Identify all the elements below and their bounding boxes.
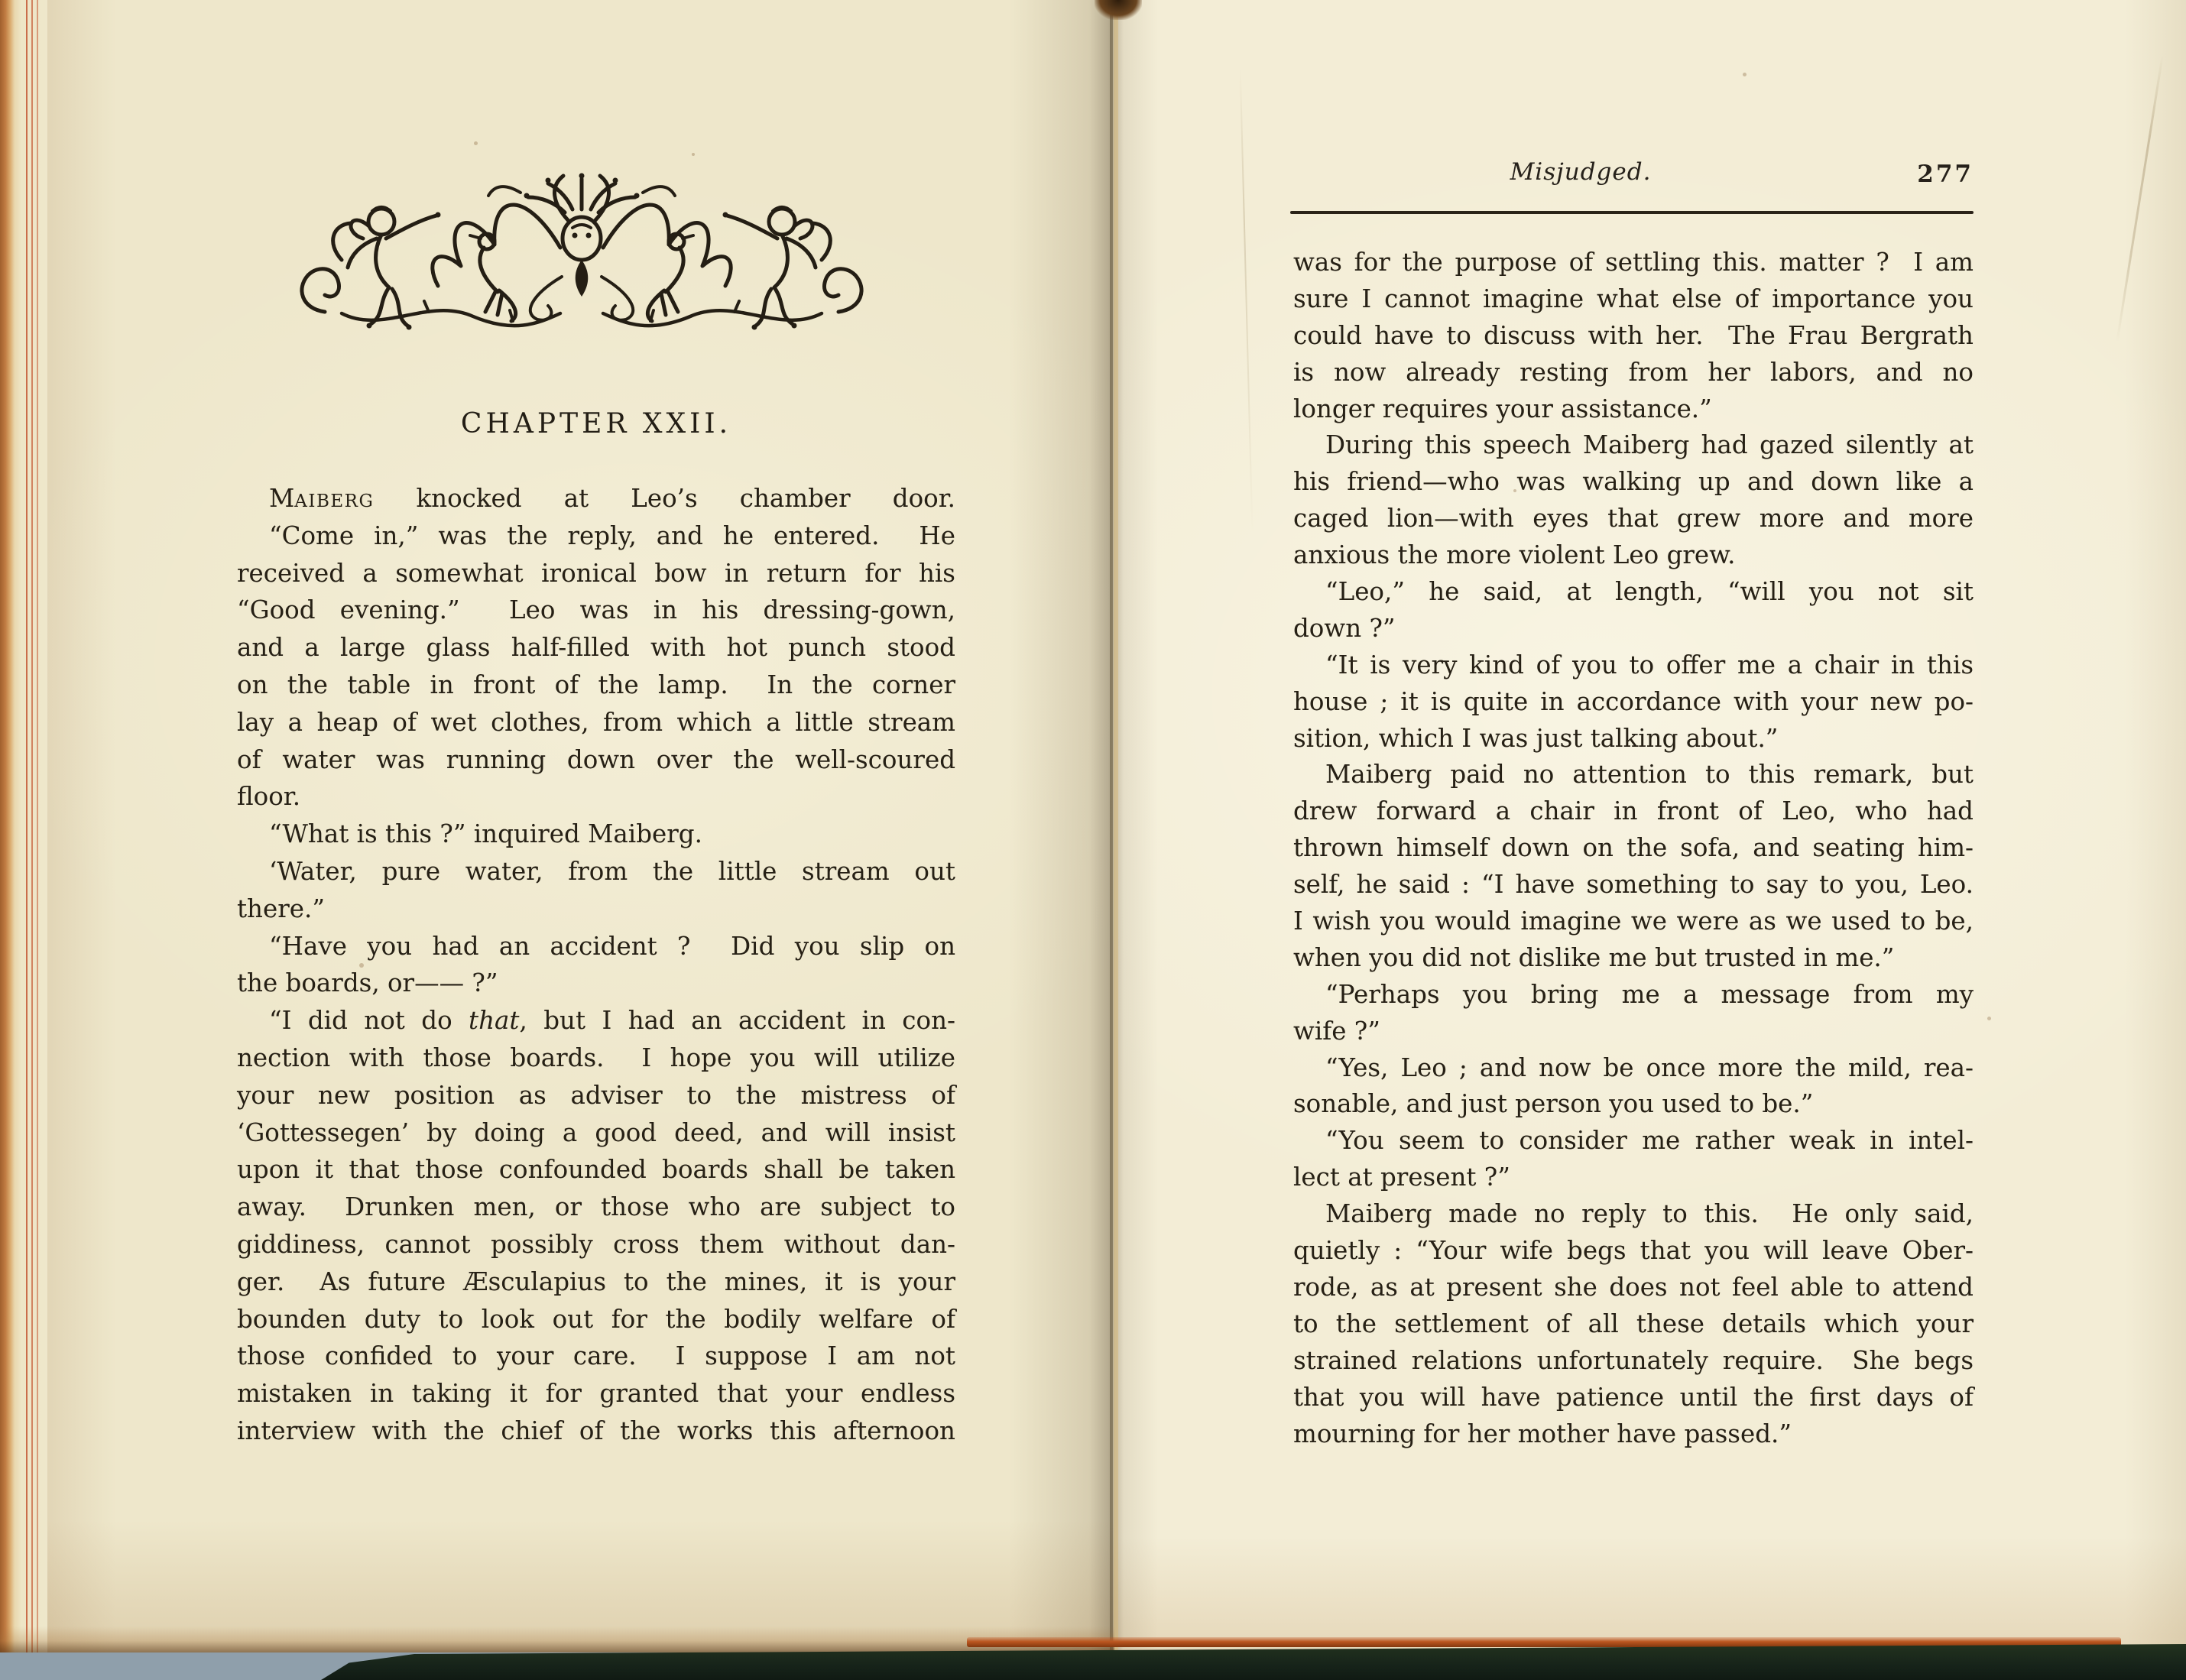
text-line: caged lion—with eyes that grew more and more	[1293, 504, 1974, 534]
text-line: nection with those boards. I hope you will utilize	[237, 1043, 955, 1072]
foxing-speck	[1987, 1017, 1991, 1020]
text-line: mistaken in taking it for granted that your endless	[237, 1379, 955, 1409]
text-line: down ?”	[1293, 613, 1396, 643]
text-line: your new position as adviser to the mistress of	[237, 1080, 955, 1110]
text-line: floor.	[237, 782, 301, 812]
text-line: to the settlement of all these details which your	[1293, 1309, 1974, 1338]
text-line: those confided to your care. I suppose I am not	[237, 1341, 955, 1371]
text-line: interview with the chief of the works this afternoon	[237, 1416, 955, 1445]
text-line: “What is this ?” inquired Maiberg.	[269, 819, 702, 849]
page-bottom-edge	[0, 1626, 1114, 1652]
text-line: “Leo,” he said, at length, “will you not sit	[1325, 577, 1974, 607]
left-page-text	[237, 480, 955, 1450]
text-line: ger. As future Æsculapius to the mines, it is your	[237, 1266, 955, 1296]
foxing-speck	[359, 963, 364, 968]
text-line: ‘Gottessegen’ by doing a good deed, and will insist	[237, 1117, 955, 1147]
text-line: “I did not do that, but I had an accident in con-	[269, 1006, 955, 1036]
foxing-speck	[474, 141, 478, 145]
text-line: was for the purpose of settling this. matter ? I am	[1293, 248, 1974, 277]
text-line: anxious the more violent Leo grew.	[1293, 540, 1736, 570]
header-rule	[1290, 211, 1974, 214]
text-line: mourning for her mother have passed.”	[1293, 1419, 1792, 1448]
text-line: that you will have patience until the first days of	[1293, 1382, 1974, 1412]
gutter-page-edge	[1114, 0, 1118, 1652]
text-line: his friend—who was walking up and down like a	[1293, 467, 1974, 497]
text-line: During this speech Maiberg had gazed silently at	[1325, 430, 1974, 460]
text-line: longer requires your assistance.”	[1293, 394, 1712, 423]
text-line: I wish you would imagine we were as we used to be,	[1293, 906, 1974, 936]
text-line: and a large glass half-filled with hot punch stood	[237, 633, 955, 663]
page-number: 277	[1917, 161, 1974, 188]
text-line: sition, which I was just talking about.”	[1293, 723, 1779, 753]
page-edge-line	[26, 0, 28, 1652]
text-line: Maiberg knocked at Leo’s chamber door.	[269, 484, 955, 513]
text-line: “Come in,” was the reply, and he entered. He	[269, 521, 955, 550]
text-line: Maiberg paid no attention to this remark, but	[1325, 760, 1974, 790]
text-line: strained relations unfortunately require. She begs	[1293, 1345, 1974, 1375]
text-line: ‘Water, pure water, from the little stream out	[269, 856, 955, 886]
text-line: away. Drunken men, or those who are subject to	[237, 1192, 955, 1222]
text-line: drew forward a chair in front of Leo, who had	[1293, 796, 1974, 826]
running-header: Misjudged.	[1510, 158, 1652, 186]
text-line: “Yes, Leo ; and now be once more the mild, rea-	[1325, 1052, 1974, 1082]
text-line: sure I cannot imagine what else of importance you	[1293, 284, 1974, 313]
text-line: on the table in front of the lamp. In the corner	[237, 670, 955, 699]
text-line: there.”	[237, 894, 325, 923]
text-line: upon it that those confounded boards shall be taken	[237, 1155, 955, 1185]
text-line: the boards, or—— ?”	[237, 968, 498, 998]
text-line: quietly : “Your wife begs that you will leave Ober-	[1293, 1236, 1974, 1266]
text-line: giddiness, cannot possibly cross them without dan-	[237, 1229, 955, 1259]
chapter-ornament-image	[264, 162, 900, 335]
right-page-text	[1293, 245, 1974, 1452]
text-line: “You seem to consider me rather weak in intel-	[1325, 1126, 1974, 1156]
text-line: “Have you had an accident ? Did you slip on	[269, 931, 955, 961]
text-line: “It is very kind of you to offer me a chair in this	[1325, 650, 1974, 679]
text-line: self, he said : “I have something to say to you, Leo.	[1293, 870, 1974, 900]
text-line: Maiberg made no reply to this. He only said,	[1325, 1199, 1974, 1229]
text-line: when you did not dislike me but trusted in me.”	[1293, 942, 1895, 972]
gutter-top-notch	[1095, 0, 1142, 20]
text-line: house ; it is quite in accordance with your new po-	[1293, 686, 1974, 716]
text-line: sonable, and just person you used to be.”	[1293, 1089, 1814, 1119]
text-line: rode, as at present she does not feel able to attend	[1293, 1272, 1974, 1302]
text-line: wife ?”	[1293, 1016, 1380, 1046]
page-edge-line	[37, 0, 38, 1652]
text-line: “Good evening.” Leo was in his dressing-gown,	[237, 595, 955, 625]
chapter-heading: CHAPTER XXII.	[460, 408, 732, 439]
text-line: lay a heap of wet clothes, from which a little stream	[237, 707, 955, 737]
page-edge-line	[31, 0, 33, 1652]
foxing-speck	[1743, 73, 1747, 76]
text-line: is now already resting from her labors, and no	[1293, 357, 1974, 387]
text-line: lect at present ?”	[1293, 1163, 1510, 1192]
text-line: could have to discuss with her. The Frau Bergrath	[1293, 320, 1974, 350]
text-line: bounden duty to look out for the bodily welfare of	[237, 1304, 955, 1334]
foxing-speck	[1513, 489, 1516, 492]
text-line: received a somewhat ironical bow in return for his	[237, 558, 955, 588]
text-line: “Perhaps you bring me a message from my	[1325, 979, 1974, 1009]
foxing-speck	[692, 153, 695, 156]
text-line: thrown himself down on the sofa, and seating him-	[1293, 833, 1974, 863]
gutter-fold-line	[1110, 0, 1113, 1652]
page-stack-edge	[0, 0, 47, 1652]
text-line: of water was running down over the well-scoured	[237, 744, 955, 774]
